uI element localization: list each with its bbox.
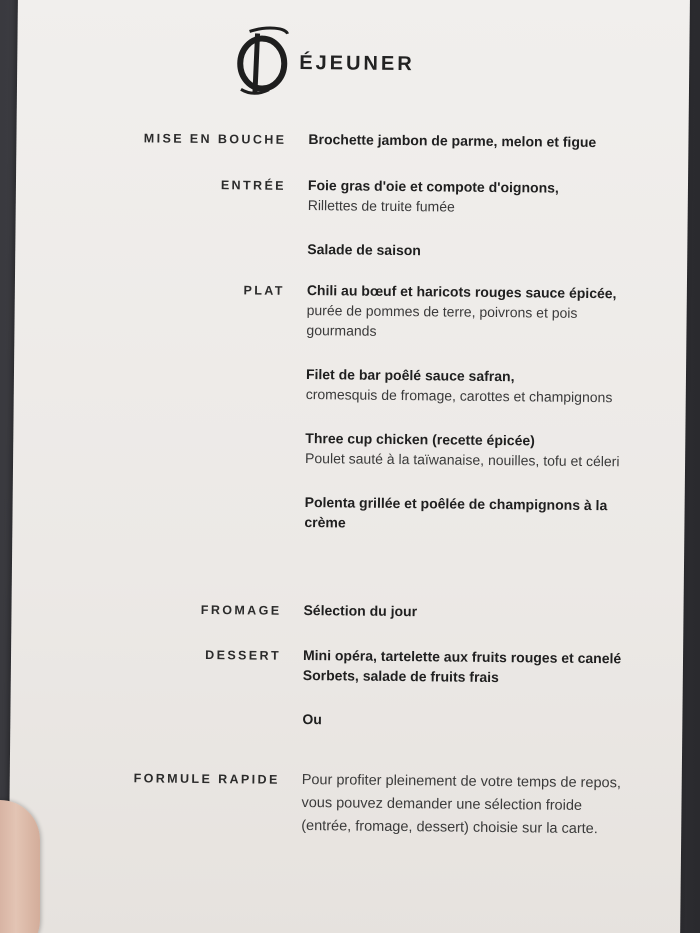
course-dishes-formule-rapide (301, 769, 632, 841)
course-label-mise-en-bouche: MISE EN BOUCHE (143, 131, 287, 147)
menu-page (8, 0, 690, 933)
dish-title: Filet de bar poêlé sauce safran, (305, 366, 515, 385)
thumb (0, 800, 40, 933)
dish-description: Rillettes de truite fumée (307, 197, 455, 215)
course-dishes-mise-en-bouche (308, 129, 648, 153)
dish-description: Poulet sauté à la taïwanaise, nouilles, tofu et céleri (305, 450, 620, 470)
menu-header (227, 14, 415, 106)
dish-description: cromesquis de fromage, carottes et champignons (305, 386, 613, 406)
dish-item (308, 175, 648, 219)
dish-title: Brochette jambon de parme, melon et figue (308, 131, 597, 151)
dish-description: purée de pommes de terre, poivrons et pois gourmands (306, 302, 578, 339)
dish-title: Polenta grillée et poêlée de champignons à la crème (304, 494, 608, 531)
course-label-entree: ENTRÉE (220, 178, 287, 193)
dish-title: Foie gras d'oie et compote d'oignons, (307, 177, 559, 196)
course-dishes-entree (307, 175, 648, 263)
dish-title: Mini opéra, tartelette aux fruits rouges et canelé (302, 647, 622, 667)
dish-title: Sorbets, salade de fruits frais (302, 667, 499, 686)
course-label-dessert: DESSERT (205, 647, 282, 663)
course-label-plat: PLAT (243, 283, 285, 298)
formule-rapide-text: Pour profiter pleinement de votre temps de repos, vous pouvez demander une sélection froide (entrée, fromage, dessert) choisie sur la carte. (301, 772, 621, 838)
decorative-initial-logo (227, 19, 298, 100)
dish-title: Salade de saison (307, 241, 421, 259)
dish-title: Three cup chicken (recette épicée) (305, 430, 535, 449)
dish-item (306, 280, 647, 344)
menu-title: ÉJEUNER (299, 51, 415, 75)
course-dishes-plat (304, 280, 647, 536)
course-dishes-dessert (302, 645, 643, 733)
course-label-formule-rapide: FORMULE RAPIDE (133, 771, 280, 787)
dish-title: Chili au bœuf et haricots rouges sauce épicée, (306, 282, 617, 302)
dish-item (305, 428, 645, 472)
dish-title: Sélection du jour (303, 602, 418, 620)
course-label-fromage: FROMAGE (200, 602, 282, 618)
menu-separator: Ou (302, 711, 322, 728)
dish-item (306, 364, 646, 408)
course-dishes-fromage (303, 600, 643, 624)
